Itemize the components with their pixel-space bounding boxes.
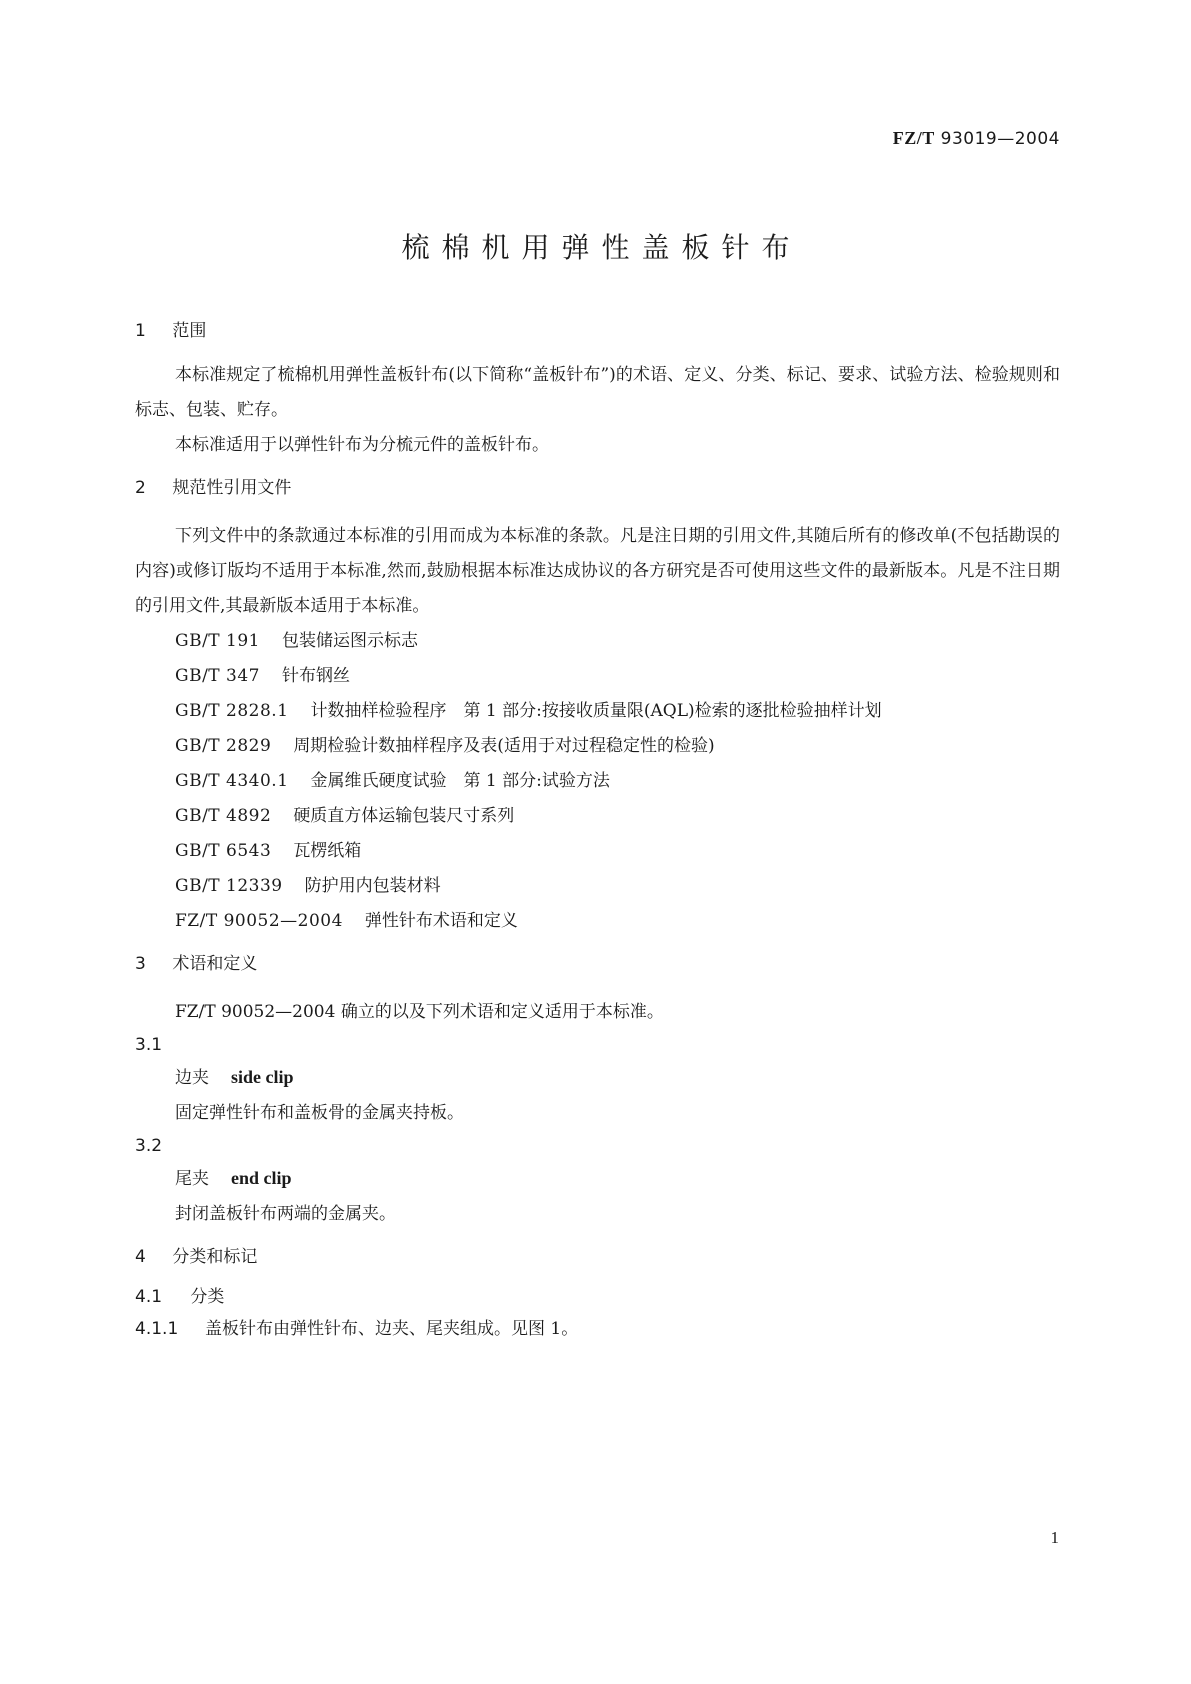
reference-title: 针布钢丝	[282, 666, 350, 686]
section-title: 范围	[172, 321, 207, 341]
section-title: 术语和定义	[172, 954, 258, 974]
section-number: 4	[135, 1247, 146, 1267]
references-intro: 下列文件中的条款通过本标准的引用而成为本标准的条款。凡是注日期的引用文件,其随后所有的修改单(不包括勘误的内容)或修订版均不适用于本标准,然而,鼓励根据本标准达成协议的各方研究是否可使用这些文件的最新版本。凡是不注日期的引用文件,其最新版本适用于本标准。	[135, 526, 1060, 616]
term-definition: 封闭盖板针布两端的金属夹。	[175, 1204, 396, 1224]
subsection-4-1-heading	[135, 1286, 1060, 1308]
term-english: side clip	[231, 1067, 294, 1087]
standard-code-prefix: FZ/T	[892, 128, 935, 148]
section-title: 分类和标记	[172, 1247, 258, 1267]
reference-title: 弹性针布术语和定义	[364, 911, 518, 931]
section-3-heading	[135, 953, 1060, 975]
section-number: 2	[135, 478, 146, 498]
subsection-number: 4.1	[135, 1287, 163, 1307]
reference-title: 周期检验计数抽样程序及表(适用于对过程稳定性的检验)	[293, 736, 715, 756]
document-title: 梳棉机用弹性盖板针布	[401, 231, 802, 264]
reference-item	[135, 624, 1060, 659]
reference-item	[135, 694, 1060, 729]
reference-code: GB/T 4892	[175, 806, 272, 826]
section-number: 3	[135, 954, 146, 974]
reference-item	[135, 659, 1060, 694]
reference-code: GB/T 2828.1	[175, 701, 289, 721]
term-chinese: 尾夹	[175, 1169, 209, 1189]
scope-paragraph-2: 本标准适用于以弹性针布为分梳元件的盖板针布。	[175, 435, 549, 455]
document-body	[135, 320, 1060, 1344]
reference-code: FZ/T 90052—2004	[175, 911, 343, 931]
reference-title: 硬质直方体运输包装尺寸系列	[293, 806, 515, 826]
reference-code: GB/T 2829	[175, 736, 272, 756]
terms-intro: FZ/T 90052—2004 确立的以及下列术语和定义适用于本标准。	[175, 1002, 664, 1022]
reference-title: 计数抽样检验程序 第 1 部分:按接收质量限(AQL)检索的逐批检验抽样计划	[310, 701, 882, 721]
clause-text: 盖板针布由弹性针布、边夹、尾夹组成。见图 1。	[205, 1319, 579, 1339]
reference-title: 瓦楞纸箱	[293, 841, 362, 861]
term-entry	[135, 1161, 1060, 1197]
term-chinese: 边夹	[175, 1068, 209, 1088]
reference-title: 金属维氏硬度试验 第 1 部分:试验方法	[310, 771, 610, 791]
reference-code: GB/T 347	[175, 666, 260, 686]
page-number: 1	[1050, 1528, 1059, 1547]
reference-title: 防护用内包装材料	[304, 876, 441, 896]
section-number: 1	[135, 321, 146, 341]
subsection-title: 分类	[190, 1287, 225, 1307]
clause-number: 4.1.1	[135, 1319, 179, 1339]
section-1-heading	[135, 320, 1060, 342]
reference-code: GB/T 6543	[175, 841, 272, 861]
reference-item	[135, 729, 1060, 764]
section-title: 规范性引用文件	[172, 478, 292, 498]
standard-code	[893, 128, 1060, 149]
reference-code: GB/T 4340.1	[175, 771, 289, 791]
term-number: 3.2	[135, 1136, 163, 1156]
term-definition: 固定弹性针布和盖板骨的金属夹持板。	[175, 1103, 464, 1123]
scope-paragraph-1: 本标准规定了梳棉机用弹性盖板针布(以下简称“盖板针布”)的术语、定义、分类、标记、要求、试验方法、检验规则和标志、包装、贮存。	[135, 365, 1060, 420]
reference-item	[135, 869, 1060, 904]
reference-item	[135, 904, 1060, 939]
term-number: 3.1	[135, 1035, 163, 1055]
clause-4-1-1	[135, 1314, 1060, 1344]
reference-code: GB/T 12339	[175, 876, 283, 896]
reference-item	[135, 764, 1060, 799]
term-entry	[135, 1060, 1060, 1096]
reference-item	[135, 834, 1060, 869]
section-2-heading	[135, 477, 1060, 499]
section-4-heading	[135, 1246, 1060, 1268]
reference-code: GB/T 191	[175, 631, 260, 651]
standard-code-number: 93019—2004	[940, 129, 1060, 149]
term-english: end clip	[231, 1168, 292, 1188]
reference-title: 包装储运图示标志	[282, 631, 418, 651]
reference-item	[135, 799, 1060, 834]
